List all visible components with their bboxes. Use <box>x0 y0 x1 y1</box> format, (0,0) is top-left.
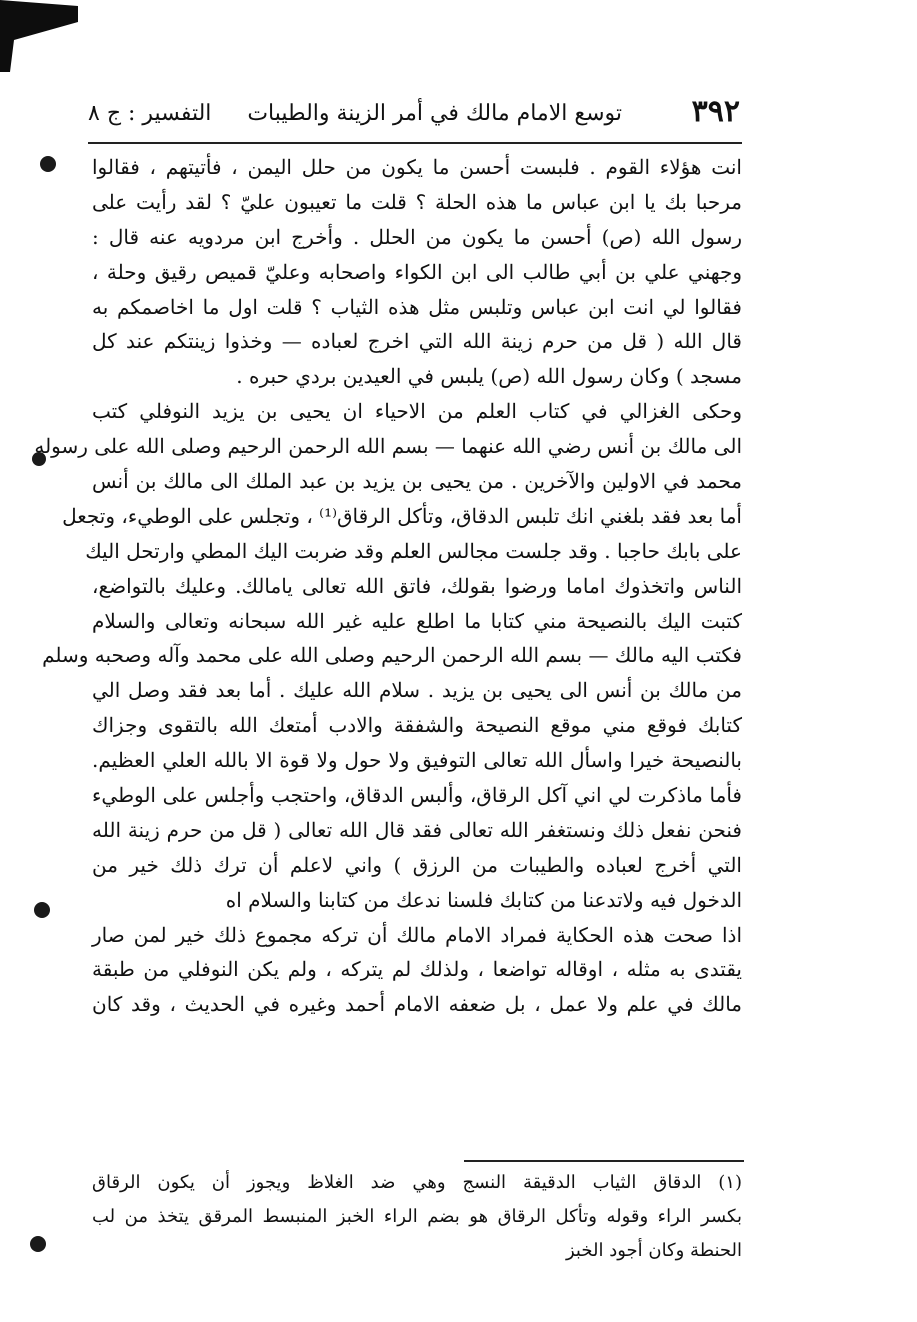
section-label: التفسير : ج ٨ <box>88 101 212 126</box>
footnote-rule <box>464 1160 744 1162</box>
running-title: توسع الامام مالك في أمر الزينة والطيبات <box>247 101 622 126</box>
margin-punch-hole <box>30 1236 46 1252</box>
text-line: فقالوا لي انت ابن عباس وتلبس مثل هذه الثياب ؟ قلت اول ما اخاصمكم به <box>92 294 742 319</box>
text-line: مالك في علم ولا عمل ، بل ضعفه الامام أحمد وغيره في الحديث ، وقد كان <box>92 992 742 1017</box>
header-rule <box>88 142 742 144</box>
footnote-line: بكسر الراء وقوله وتأكل الرقاق هو بضم الراء الخبز المنبسط المرقق يتخذ من لب <box>92 1206 742 1227</box>
text-line: فنحن نفعل ذلك ونستغفر الله تعالى فقد قال الله تعالى ( قل من حرم زينة الله <box>92 817 742 842</box>
text-line: على بابك حاجبا . وقد جلست مجالس العلم وقد ضربت اليك المطي وارتحل اليك <box>85 538 742 563</box>
text-line: وحكى الغزالي في كتاب العلم من الاحياء ان يحيى بن يزيد النوفلي كتب <box>92 399 742 424</box>
text-line: رسول الله (ص) أحسن ما يكون من الحلل . وأخرج ابن مردويه عنه قال : <box>92 224 742 249</box>
margin-punch-hole <box>34 902 50 918</box>
text-line: مرحبا بك يا ابن عباس ما هذه الحلة ؟ قلت ما تعيبون عليّ ؟ لقد رأيت على <box>92 189 742 214</box>
footnote-line: (١) الدقاق الثياب الدقيقة النسج وهي ضد الغلاظ ويجوز أن يكون الرقاق <box>92 1172 742 1193</box>
text-line: فأما ماذكرت لي اني آكل الرقاق، وألبس الدقاق، واحتجب وأجلس على الوطيء <box>92 783 742 808</box>
text-line: أما بعد فقد بلغني انك تلبس الدقاق، وتأكل الرقاق⁽¹⁾ ، وتجلس على الوطيء، وتجعل <box>62 503 742 528</box>
text-line: اذا صحت هذه الحكاية فمراد الامام مالك أن تركه مجموع ذلك خير لمن صار <box>92 922 742 947</box>
text-line: من مالك بن أنس الى يحيى بن يزيد . سلام الله عليك . أما بعد فقد وصل الي <box>92 678 742 703</box>
text-line: التي أخرج لعباده والطيبات من الرزق ) واني لاعلم أن ترك ذلك خير من <box>92 852 742 877</box>
text-line: كتبت اليك بالنصيحة مني كتابا ما اطلع عليه غير الله سبحانه وتعالى والسلام <box>92 608 742 633</box>
text-line: محمد في الاولين والآخرين . من يحيى بن يزيد بن عبد الملك الى مالك بن أنس <box>92 469 742 494</box>
page-number: ٣٩٢ <box>691 94 740 129</box>
text-line: الناس واتخذوك اماما ورضوا بقولك، فاتق الله تعالى يامالك. وعليك بالتواضع، <box>92 573 742 598</box>
text-line: الدخول فيه ولاتدعنا من كتابك فلسنا ندعك من كتابنا والسلام اه <box>225 887 742 912</box>
text-line: وجهني علي بن أبي طالب الى ابن الكواء واصحابه وعليّ قميص رقيق وحلة ، <box>92 259 742 284</box>
page-header <box>88 92 740 140</box>
footnote-line: الحنطة وكان أجود الخبز <box>566 1240 742 1261</box>
text-line: فكتب اليه مالك — بسم الله الرحمن الرحيم وصلى الله على محمد وآله وصحبه وسلم <box>42 643 742 668</box>
margin-punch-hole <box>40 156 56 172</box>
text-line: يقتدى به مثله ، اوقاله تواضعا ، ولذلك لم يتركه ، ولم يكن النوفلي من طبقة <box>92 957 742 982</box>
text-line: الى مالك بن أنس رضي الله عنهما — بسم الله الرحمن الرحيم وصلى الله على رسوله <box>34 434 742 459</box>
main-text <box>34 150 742 1022</box>
text-line: قال الله ( قل من حرم زينة الله التي اخرج لعباده — وخذوا زينتكم عند كل <box>92 329 742 354</box>
corner-crop-mark <box>0 0 78 72</box>
text-line: مسجد ) وكان رسول الله (ص) يلبس في العيدين بردي حبره . <box>236 364 742 389</box>
text-line: انت هؤلاء القوم . فلبست أحسن ما يكون من حلل اليمن ، فأتيتهم ، فقالوا <box>92 155 742 179</box>
footnotes <box>92 1166 742 1268</box>
text-line: بالنصيحة خيرا واسأل الله تعالى التوفيق ولا حول ولا قوة الا بالله العلي العظيم. <box>92 748 742 773</box>
text-line: كتابك فوقع مني موقع النصيحة والشفقة والادب أمتعك الله بالتقوى وجزاك <box>92 713 742 738</box>
